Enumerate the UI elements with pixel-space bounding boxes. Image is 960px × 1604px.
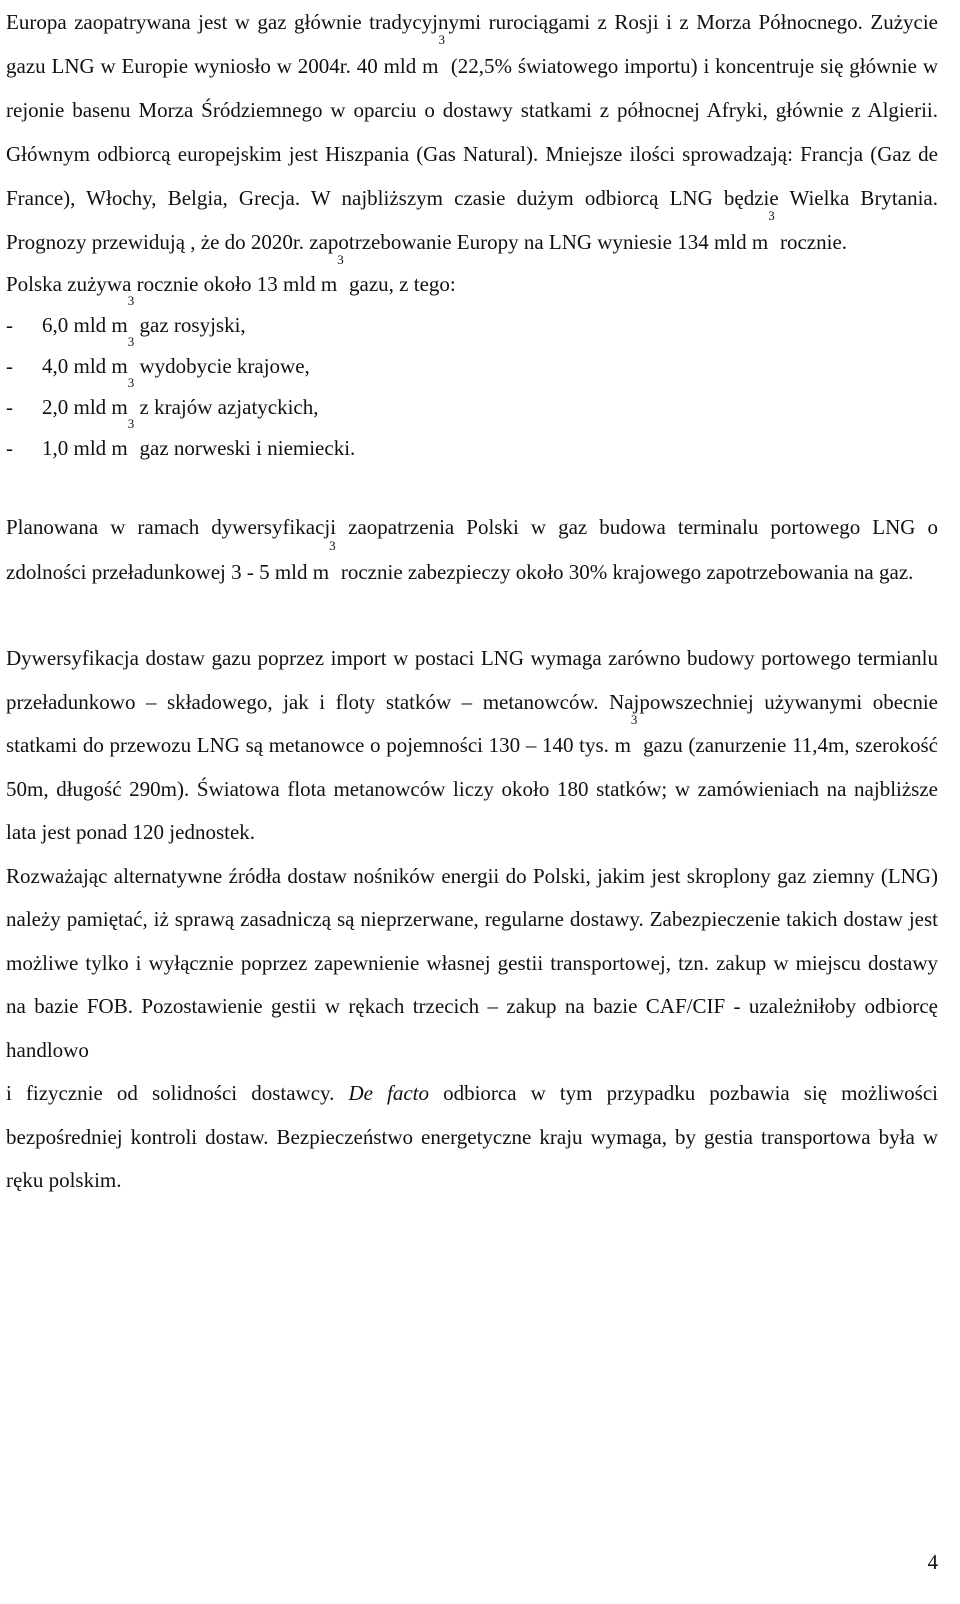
terminal-plan-paragraph: Planowana w ramach dywersyfikacji zaopatrzenia Polski w gaz budowa terminalu portowego LNG o zdolności przeładunkowej 3 - 5 mld $m^3$ rocznie zabezpieczy około 30% krajowego zapotrzebowania na gaz. <box>6 515 938 584</box>
poland-gas-sources-list <box>6 293 938 469</box>
list-item: - 6,0 mld $m^3$ gaz rosyjski, <box>6 293 246 337</box>
diversification-paragraph: Dywersyfikacja dostaw gazu poprzez import w postaci LNG wymaga zarówno budowy portowego termianlu przeładunkowo – składowego, jak i floty statków – metanowców. Najpowszechniej używanymi obecnie statkami do przewozu LNG są metanowce o pojemności 130 – 140 tys. $m^3$ gazu (zanurzenie 11,4m, szerokość 50m, długość 290m). Światowa flota metanowców liczy około 180 statków; w zamówieniach na najbliższe lata jest ponad 120 jednostek. <box>6 646 938 844</box>
superscript: 3 <box>329 538 336 553</box>
superscript: 3 <box>630 712 638 727</box>
superscript: 3 <box>337 252 344 267</box>
europe-lng-paragraph: Europa zaopatrywana jest w gaz głównie tradycyjnymi rurociągami z Rosji i z Morza Północnego. Zużycie gazu LNG w Europie wyniosło w 2004r. 40 mld $m^3$ (22,5% światowego importu) i koncentruje się głównie w rejonie basenu Morza Śródziemnego w oparciu o dostawy statkami z północnej Afryki, głównie z Algierii. Głównym odbiorcą europejskim jest Hiszpania (Gas Natural). Mniejsze ilości sprowadzają: Francja (Gaz de France), Włochy, Belgia, Grecja. W najbliższym czasie dużym odbiorcą LNG będzie Wielka Brytania. Prognozy przewidują , że do 2020r. zapotrzebowanie Europy na LNG wyniesie 134 mld $m^3$ rocznie. <box>6 10 938 254</box>
page-number: 4 <box>927 1550 938 1574</box>
list-item: - 1,0 mld $m^3$ gaz norweski i niemiecki. <box>6 416 356 460</box>
superscript: 3 <box>768 208 775 223</box>
list-item: - 2,0 mld $m^3$ z krajów azjatyckich, <box>6 375 319 419</box>
italic-phrase: De facto <box>348 1081 430 1105</box>
alternative-sources-paragraph: Rozważając alternatywne źródła dostaw nośników energii do Polski, jakim jest skroplony gaz ziemny (LNG) należy pamiętać, iż sprawą zasadniczą są nieprzerwane, regularne dostawy. Zabezpieczenie takich dostaw jest możliwe tylko i wyłącznie poprzez zapewnienie własnej gestii transportowej, tzn. zakup w miejscu dostawy na bazie FOB. Pozostawienie gestii w rękach trzecich – zakup na bazie CAF/CIF - uzależniłoby odbiorcę handlowo <box>6 863 938 1062</box>
superscript: 3 <box>438 32 445 47</box>
document-page <box>6 0 938 1203</box>
poland-consumption-intro: Polska zużywa rocznie około 13 mld $m^3$ gazu, z tego: <box>6 252 456 296</box>
list-item: - 4,0 mld $m^3$ wydobycie krajowe, <box>6 334 310 378</box>
de-facto-paragraph: i fizycznie od solidności dostawcy. De facto odbiorca w tym przypadku pozbawia się możliwości bezpośredniej kontroli dostaw. Bezpieczeństwo energetyczne kraju wymaga, by gestia transportowa była w ręku polskim. <box>6 1081 938 1192</box>
